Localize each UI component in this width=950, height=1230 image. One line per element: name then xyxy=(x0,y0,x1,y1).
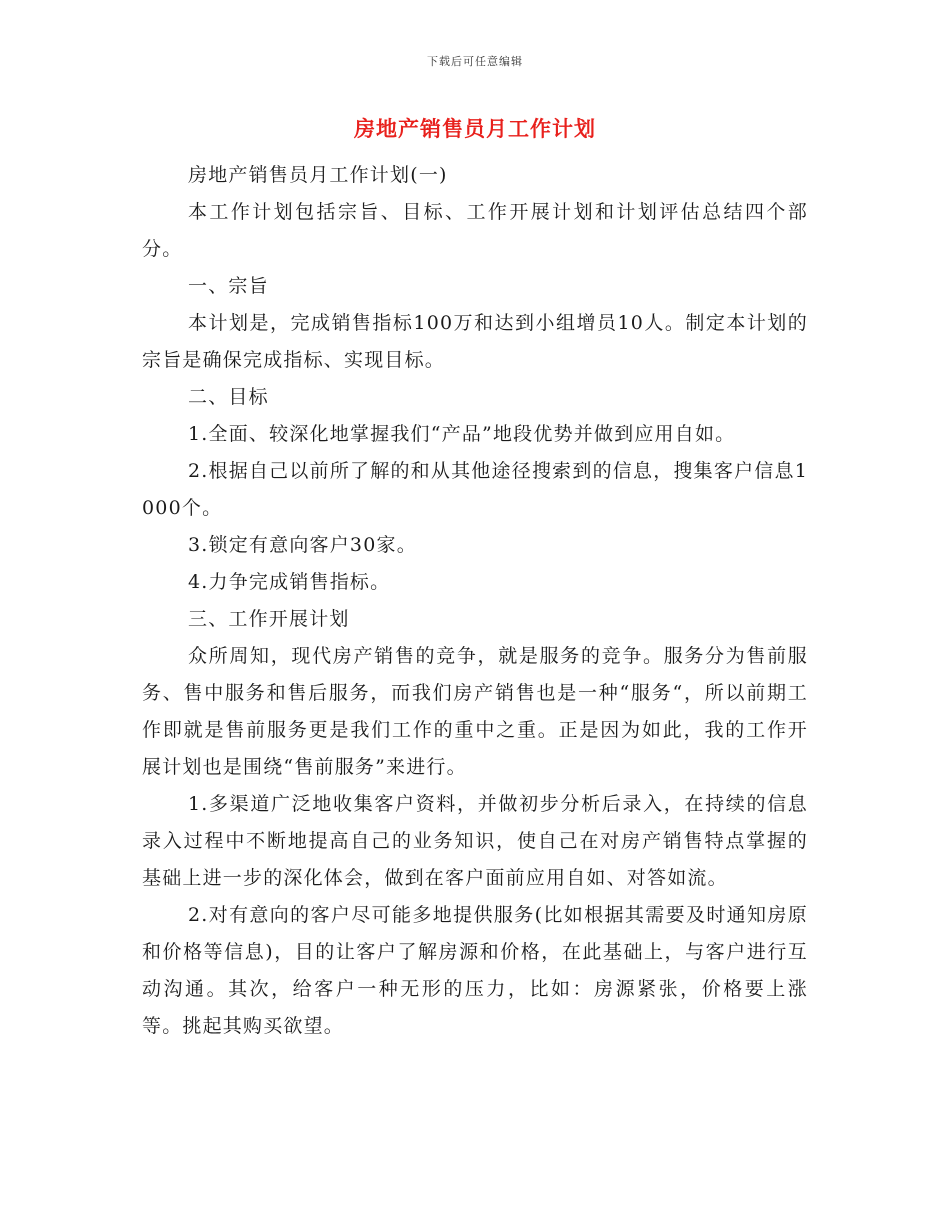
paragraph-subtitle: 房地产销售员月工作计划(一) xyxy=(188,164,448,186)
paragraph-intro: 本工作计划包括宗旨、目标、工作开展计划和计划评估总结四个部分。 xyxy=(142,201,808,260)
plan-item-1: 1.多渠道广泛地收集客户资料，并做初步分析后录入，在持续的信息录入过程中不断地提高自己的业务知识，使自己在对房产销售特点掌握的基础上进一步的深化体会，做到在客户面前应用自如、对答如流。 xyxy=(142,793,808,889)
goal-item-1: 1.全面、较深化地掌握我们“产品”地段优势并做到应用自如。 xyxy=(188,423,736,445)
goal-item-3: 3.锁定有意向客户30家。 xyxy=(188,534,417,556)
plan-item-2: 2.对有意向的客户尽可能多地提供服务(比如根据其需要及时通知房原和价格等信息)，目的让客户了解房源和价格，在此基础上，与客户进行互动沟通。其次，给客户一种无形的压力，比如：房源紧张，价格要上涨等。挑起其购买欲望。 xyxy=(142,904,808,1037)
goal-item-4: 4.力争完成销售指标。 xyxy=(188,571,391,593)
paragraph-plan-intro: 众所周知，现代房产销售的竞争，就是服务的竞争。服务分为售前服务、售中服务和售后服务，而我们房产销售也是一种“服务“，所以前期工作即就是售前服务更是我们工作的重中之重。正是因为如此，我的工作开展计划也是围绕“售前服务”来进行。 xyxy=(142,645,808,778)
document-title: 房地产销售员月工作计划 xyxy=(354,116,596,141)
page-header-note: 下载后可任意编辑 xyxy=(427,55,523,68)
section-heading-goals: 二、目标 xyxy=(188,386,269,408)
document-body xyxy=(142,157,808,1045)
paragraph-purpose: 本计划是，完成销售指标100万和达到小组增员10人。制定本计划的宗旨是确保完成指标、实现目标。 xyxy=(142,312,808,371)
goal-item-2: 2.根据自己以前所了解的和从其他途径搜索到的信息，搜集客户信息1000个。 xyxy=(142,460,808,519)
section-heading-purpose: 一、宗旨 xyxy=(188,275,269,297)
section-heading-plan: 三、工作开展计划 xyxy=(188,608,350,630)
